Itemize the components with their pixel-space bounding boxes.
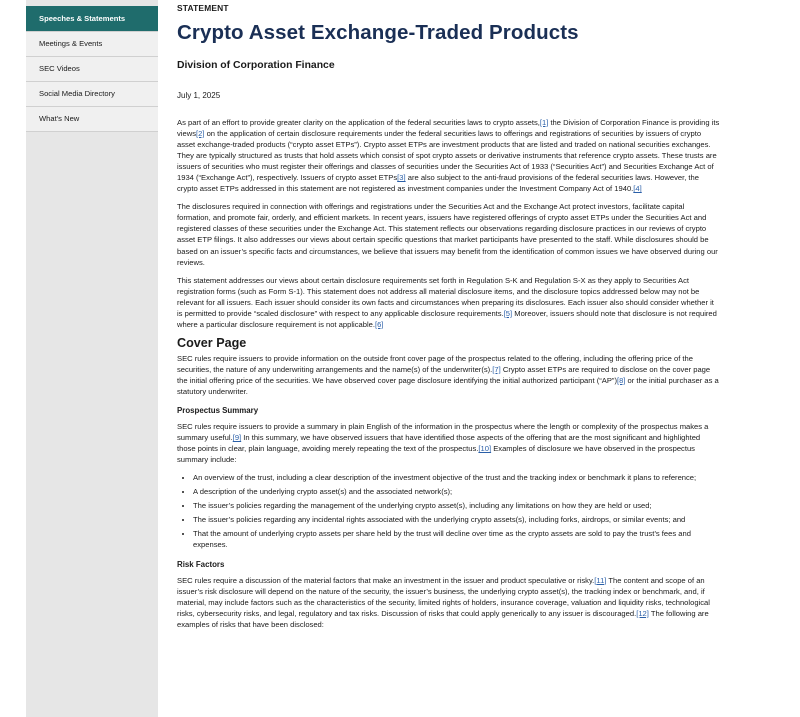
list-item: • That the amount of underlying crypto assets per share held by the trust will decline over time as the crypto assets are sold to pay the trust’s fees and expenses.	[193, 528, 720, 550]
text: This statement addresses our views about certain disclosure requirements set forth in Regulation S-K and Regulation S-X as they apply to Securities Act registration forms (such as Form S-1). This statement does not address all material disclosure items, and the disclosure topics addressed below may not be relevant for all issuers. Each issuer should consider its own facts and circumstances when preparing its disclosures. Each issuer also should consider whether it is permitted to provide “scaled disclosure” with respect to any applicable disclosure requirements.	[177, 275, 714, 318]
sidebar-item-social-media-directory[interactable]: Social Media Directory	[26, 82, 158, 107]
article	[177, 0, 720, 630]
text: are also subject to the anti-fraud provisions of the federal securities laws. However, the crypto asset ETPs addressed in this statement are not registered as investment companies under the Investment Company Act of 1940.	[177, 173, 699, 194]
text: or the initial purchaser as a statutory underwriter.	[177, 375, 719, 396]
paragraph-intro	[177, 117, 720, 194]
text: Moreover, issuers should note that disclosure is not required where a particular disclosure requirement is not applicable.	[177, 308, 717, 329]
list-item: • The issuer’s policies regarding any incidental rights associated with the underlying crypto assets(s), including forks, airdrops, or similar events; and	[193, 514, 720, 525]
text: As part of an effort to provide greater clarity on the application of the federal securities laws to crypto assets,	[177, 118, 540, 127]
text: Examples of disclosure we have observed in the prospectus summary include:	[177, 444, 695, 465]
paragraph-disclosures: The disclosures required in connection with offerings and registrations under the Securities Act and the Exchange Act protect investors, facilitate capital formation, and promote fair, orderly, and efficient markets. In recent years, issuers have registered offerings of crypto asset ETPs under the Securities Act and registered classes of these securities under the Exchange Act. This statement reflects our observations regarding disclosure practices in our reviews of crypto asset ETP filings. It also addresses our views about certain specific questions that market participants have presented to the staff. While disclosures should be based on an issuer’s specific facts and circumstances, we believe that issuers may benefit from the identification of common issues we have observed during our reviews.	[177, 202, 718, 267]
footnote-link-5[interactable]: [5]	[503, 308, 513, 318]
section-heading-cover-page: Cover Page	[177, 335, 247, 350]
list-item: • A description of the underlying crypto asset(s) and the associated network(s);	[193, 486, 720, 497]
sidebar-item-whats-new[interactable]: What's New	[26, 107, 158, 132]
footnote-link-11[interactable]: [11]	[594, 575, 607, 585]
list-item: • An overview of the trust, including a clear description of the investment objective of the trust and the tracking index or benchmark it plans to reference;	[193, 472, 720, 483]
sidebar-item-speeches-statements[interactable]: Speeches & Statements	[26, 6, 158, 32]
text: SEC rules require issuers to provide a summary in plain English of the information in the prospectus where the length or complexity of the prospectus makes a summary useful.	[177, 422, 709, 443]
sidebar-item-meetings-events[interactable]: Meetings & Events	[26, 32, 158, 57]
text: on the application of certain disclosure requirements under the federal securities laws to offerings and registrations of securities by issuers of crypto asset exchange-traded products (“crypto asset ETPs”). Crypto asset ETPs are investment products that are listed and traded on national securities exchanges. They are typically structured as trusts that hold assets which consist of spot crypto assets or derivative instruments that reference crypto assets. These trusts are issuers of securities who must register their offerings and classes of securities under the Securities Act of 1933 (“Securities Act”) and Securities Exchange Act of 1934 (“Exchange Act”), respectively. Issuers of crypto asset ETPs	[177, 129, 717, 183]
summary-bullet-list	[177, 472, 720, 550]
footnote-link-6[interactable]: [6]	[374, 319, 384, 329]
paragraph-cover-page	[177, 353, 720, 397]
footnote-link-3[interactable]: [3]	[397, 173, 406, 183]
paragraph-prospectus-summary	[177, 421, 720, 465]
footnote-link-7[interactable]: [7]	[492, 364, 501, 374]
footnote-link-8[interactable]: [8]	[616, 375, 626, 385]
footnote-link-12[interactable]: [12]	[636, 608, 649, 618]
paragraph-scope	[177, 275, 720, 330]
subheading-risk-factors: Risk Factors	[177, 559, 225, 569]
division-name: Division of Corporation Finance	[177, 60, 335, 71]
footnote-link-9[interactable]: [9]	[232, 433, 242, 443]
sidebar-nav	[26, 0, 158, 717]
text: the Division of Corporation Finance is providing its views	[177, 118, 720, 139]
footnote-link-1[interactable]: [1]	[539, 118, 549, 127]
footnote-link-10[interactable]: [10]	[478, 444, 492, 454]
text: Crypto asset ETPs are required to disclose on the cover page the initial offering price of the securities. We have observed cover page disclosure identifying the initial authorized participant (“AP”)	[177, 364, 711, 385]
footnote-link-2[interactable]: [2]	[196, 129, 205, 139]
text: In this summary, we have observed issuers that have identified those aspects of the offering that are the most significant and highlighted those points in clear, plain language, avoiding merely repeating the text of the prospectus.	[177, 433, 701, 454]
footnote-link-4[interactable]: [4]	[633, 184, 642, 194]
text: The following are examples of risks that have been disclosed:	[177, 608, 709, 629]
list-item: • The issuer’s policies regarding the management of the underlying crypto asset(s), including any limitations on how they are held or used;	[193, 500, 720, 511]
text: SEC rules require issuers to provide information on the outside front cover page of the prospectus related to the offering, including the offering price of the securities, the nature of any underwriting arrangements and the name(s) of the underwriter(s).	[177, 353, 693, 374]
text: SEC rules require a discussion of the material factors that make an investment in the issuer and product speculative or risky.	[177, 575, 595, 585]
sidebar-item-sec-videos[interactable]: SEC Videos	[26, 57, 158, 82]
publish-date: July 1, 2025	[177, 91, 221, 100]
article-eyebrow: STATEMENT	[177, 3, 229, 13]
paragraph-risk-factors	[177, 575, 720, 630]
page-title: Crypto Asset Exchange-Traded Products	[177, 21, 579, 44]
subheading-prospectus-summary: Prospectus Summary	[177, 406, 259, 416]
text: The content and scope of an issuer’s risk disclosure will depend on the nature of the security, the issuer’s business, the underlying crypto asset(s), the tracking index or benchmark, and, if material, may include factors such as the characteristics of the security, limited rights of holders, insurance coverage, valuation and liquidity risks, technological risks, cybersecurity risks, and legal, regulatory and tax risks. Discussion of risks that could apply generically to any issuer is discouraged.	[177, 575, 710, 618]
